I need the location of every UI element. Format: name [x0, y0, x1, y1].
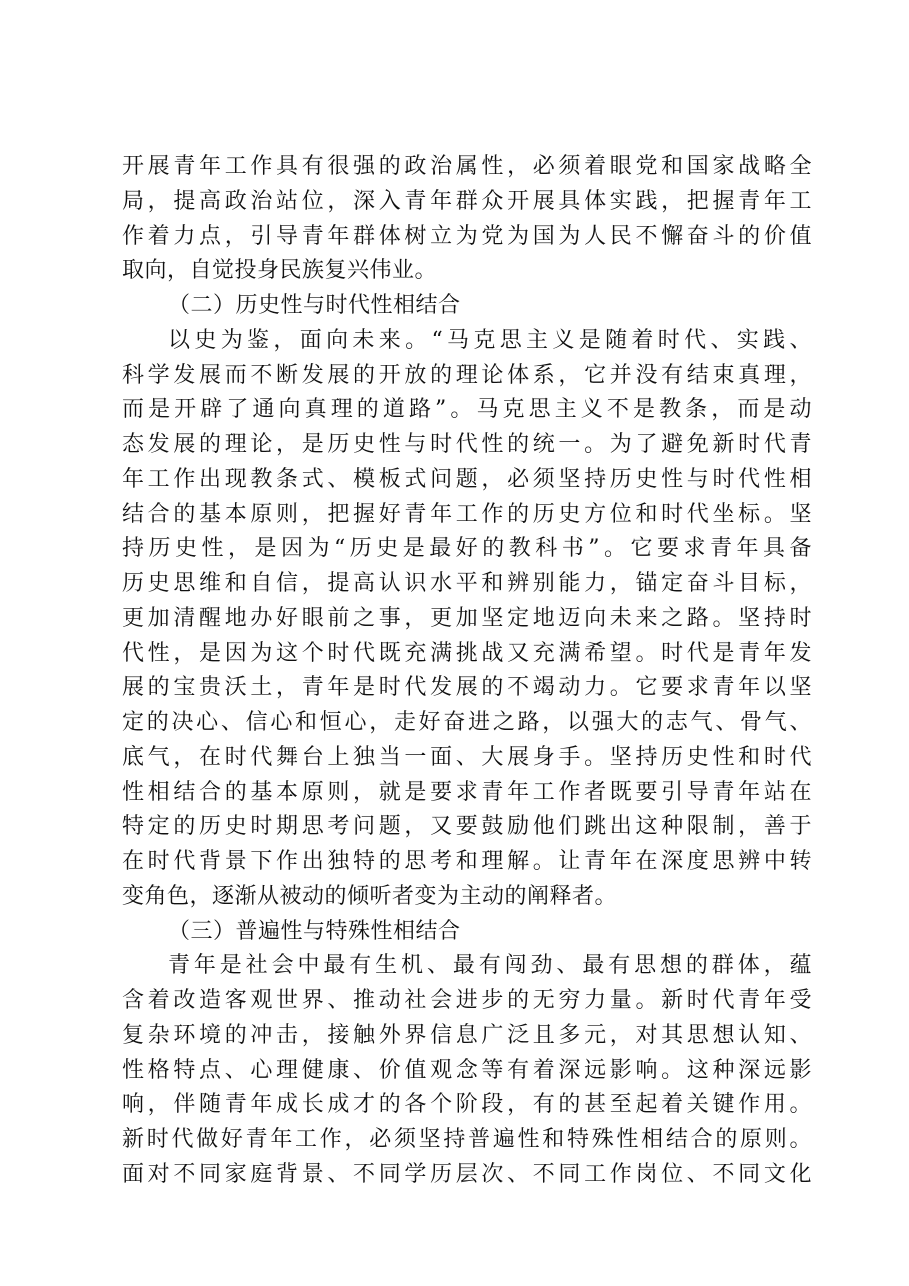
- text-line: 含着改造客观世界、推动社会进步的无穷力量。新时代青年受: [122, 988, 812, 1013]
- text-line: 科学发展而不断发展的开放的理论体系，它并没有结束真理，: [122, 362, 812, 388]
- text-line: 局，提高政治站位，深入青年群众开展具体实践，把握青年工: [122, 188, 812, 214]
- text-line: 面对不同家庭背景、不同学历层次、不同工作岗位、不同文化: [122, 1161, 812, 1187]
- text-line: 青年是社会中最有生机、最有闯劲、最有思想的群体，蕴: [168, 953, 812, 979]
- text-line: 性格特点、心理健康、价值观念等有着深远影响。这种深远影: [122, 1057, 812, 1083]
- section-heading-3: （三）普遍性与特殊性相结合: [168, 918, 461, 944]
- text-line: 复杂环境的冲击，接触外界信息广泛且多元，对其思想认知、: [122, 1022, 812, 1048]
- text-line: 在时代背景下作出独特的思考和理解。让青年在深度思辨中转: [122, 849, 812, 874]
- text-line: 底气，在时代舞台上独当一面、大展身手。坚持历史性和时代: [122, 744, 812, 770]
- text-line: 持历史性，是因为“历史是最好的教科书”。它要求青年具备: [122, 536, 812, 562]
- text-line: 代性，是因为这个时代既充满挑战又充满希望。时代是青年发: [122, 640, 812, 666]
- text-line: 开展青年工作具有很强的政治属性，必须着眼党和国家战略全: [122, 154, 812, 179]
- text-line: 年工作出现教条式、模板式问题，必须坚持历史性与时代性相: [122, 466, 812, 492]
- section-heading-2: （二）历史性与时代性相结合: [168, 293, 461, 318]
- text-line: 响，伴随青年成长成才的各个阶段，有的甚至起着关键作用。: [122, 1092, 812, 1118]
- text-line: 变角色，逐渐从被动的倾听者变为主动的阐释者。: [122, 883, 618, 909]
- text-line: 历史思维和自信，提高认识水平和辨别能力，锚定奋斗目标，: [122, 571, 812, 596]
- text-line: 作着力点，引导青年群体树立为党为国为人民不懈奋斗的价值: [122, 223, 812, 249]
- text-line: 以史为鉴，面向未来。“马克思主义是随着时代、实践、: [168, 327, 812, 353]
- text-line: 更加清醒地办好眼前之事，更加坚定地迈向未来之路。坚持时: [122, 605, 812, 631]
- text-line: 而是开辟了通向真理的道路”。马克思主义不是教条，而是动: [122, 397, 812, 423]
- text-line: 定的决心、信心和恒心，走好奋进之路，以强大的志气、骨气、: [122, 710, 812, 735]
- text-line: 性相结合的基本原则，就是要求青年工作者既要引导青年站在: [122, 779, 812, 805]
- document-body: [122, 150, 812, 1193]
- text-line: 展的宝贵沃土，青年是时代发展的不竭动力。它要求青年以坚: [122, 675, 812, 701]
- text-line: 态发展的理论，是历史性与时代性的统一。为了避免新时代青: [122, 432, 812, 457]
- text-line: 取向，自觉投身民族复兴伟业。: [122, 258, 438, 284]
- text-line: 结合的基本原则，把握好青年工作的历史方位和时代坐标。坚: [122, 501, 812, 527]
- text-line: 新时代做好青年工作，必须坚持普遍性和特殊性相结合的原则。: [122, 1127, 812, 1152]
- text-line: 特定的历史时期思考问题，又要鼓励他们跳出这种限制，善于: [122, 814, 812, 840]
